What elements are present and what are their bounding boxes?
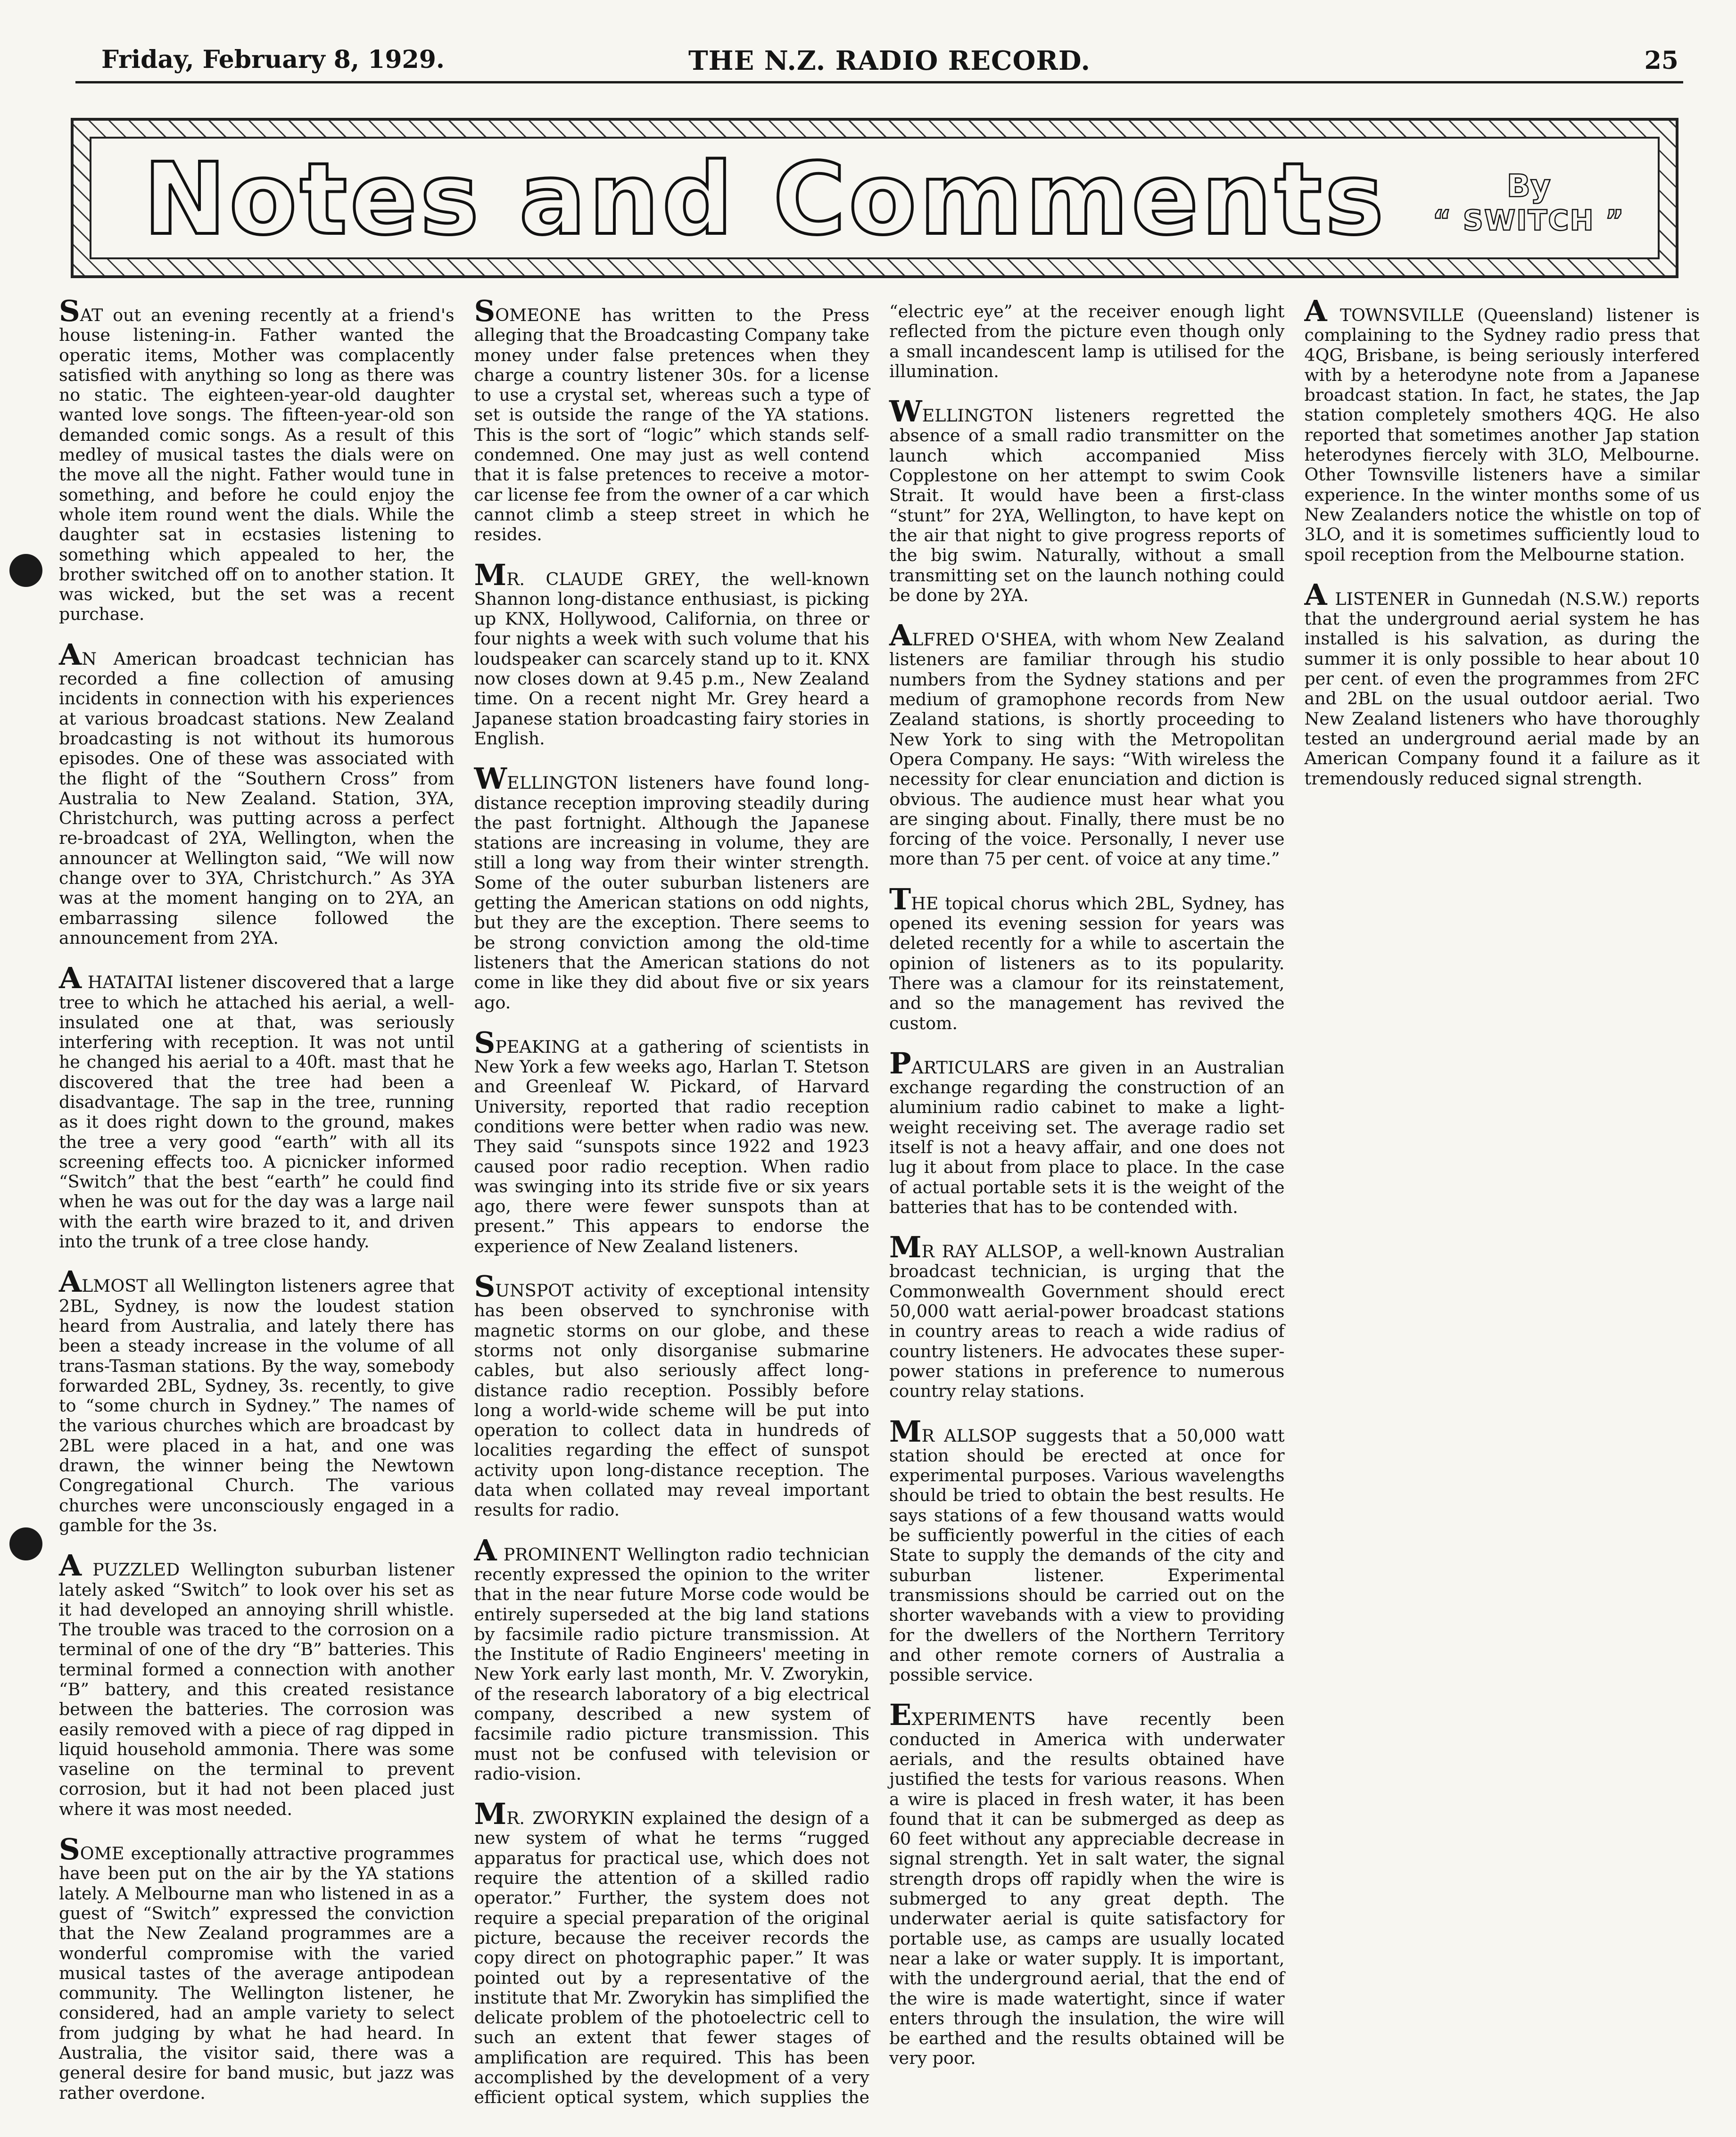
article-paragraph [889,882,1285,1033]
article-text: explained the design of a new system of what he terms “rugged apparatus for practical use, which does not require the attention of a skilled radio operator.” Further, the system does not require a special preparation of the original picture, because the receiver records the copy direct on photographic paper.” It was pointed out by a representative of the institute that Mr. Zworykin has simplified the delicate problem of the photoelectric cell to such an extent that fewer stages of amplification are required. This has been accomplished by the development of a very efficient optical system, which supplies the “electric eye” at the receiver enough light reflected from the picture even though only a small incandescent lamp is utilised for the illumination. [474,301,1285,2108]
article-paragraph [59,1264,455,1535]
publication-title: THE N.Z. RADIO RECORD. [688,45,1091,76]
article-paragraph [889,394,1285,605]
lead-in: LFRED O'SHEA [912,629,1052,650]
article-text: all Wellington listeners agree that 2BL, Sydney, is now the loudest station heard from Australia, and lately there has been a steady increase in the volume of all trans-Tasman stations. By the way, somebody forwarded 2BL, Sydney, 3s. recently, to give to “some church in Sydney.” The names of the various churches which are broadcast by 2BL were placed in a hat, and one was drawn, the winner being the Newtown Congregational Church. The various churches were unconsciously engaged in a gamble for the 3s. [59,1276,455,1535]
article-paragraph [1304,294,1700,565]
article-text: exceptionally attractive programmes have been put on the air by the YA stations lately. A Melbourne man who listened in as a guest of “Switch” expressed the conviction that the New Zealand programmes are a wonderful compromise with the varied musical tastes of the average antipodean community. The Wellington listener, he considered, had an ample variety to select from judging by what he had heard. In Australia, the visitor said, there was a general desire for band music, but jazz was rather overdone. [59,1843,455,2103]
drop-cap: P [889,1046,911,1081]
drop-cap: S [474,1025,496,1060]
lead-in: ARTICULARS [911,1057,1031,1078]
article-text: PROMINENT Wellington radio technician recently expressed the opinion to the writer that in the near future Morse code would be entirely superseded at the big land stations by facsimile radio picture transmission. At the Institute of Radio Engineers' meeting in New York early last month, Mr. V. Zworykin, of the research laboratory of a big electrical company, described a new system of facsimile radio picture transmission. This must not be confused with television or radio-vision. [474,1544,869,1784]
article-text: at a gathering of scientists in New York a few weeks ago, Harlan T. Stetson and Greenleaf W. Pickard, of Harvard University, reported that radio reception conditions were better when radio was new. They said “sunspots since 1922 and 1923 caused poor radio reception. When radio was swinging into its stride five or six years ago, there were fewer sunspots than at present.” This appears to endorse the experience of New Zealand listeners. [474,1036,869,1256]
article-paragraph [474,1533,870,1784]
article-paragraph [59,1548,455,1819]
article-text: HATAITAI listener discovered that a large tree to which he attached his aerial, a well-insulated one at that, was seriously interfering with reception. It was not until he changed his aerial to a 40ft. mast that he discovered that the tree had been a disadvantage. The sap in the tree, running as it does right down to the ground, makes the tree a very good “earth” with all its screening effects too. A picnicker informed “Switch” that the best “earth” he could find when he was out for the day was a large nail with the earth wire brazed to it, and driven into the trunk of a tree close handy. [59,972,455,1252]
lead-in: R RAY ALLSOP [921,1241,1058,1262]
article-paragraph [59,1832,455,2103]
drop-cap: S [474,1269,496,1304]
drop-cap: S [474,294,496,328]
article-text: listeners regretted the absence of a small radio transmitter on the launch which accompanied Miss Copplestone on her attempt to swim Cook Strait. It would have been a first-class “stunt” for 2YA, Wellington, to have kept on the air that night to give progress reports of the big swim. Naturally, without a small transmitting set on the launch nothing could be done by 2YA. [889,405,1285,605]
article-paragraph [889,1046,1285,1217]
article-text: have recently been conducted in America with underwater aerials, and the results obtained have justified the tests for various reasons. When a wire is placed in fresh water, it has been found that it can be submerged as deep as 60 feet without any appreciable decrease in signal strength. Yet in salt water, the signal strength drops off rapidly when the wire is submerged to any great depth. The underwater aerial is quite satisfactory for portable use, as camps are usually located near a lake or water supply. It is important, with the underground aerial, that the end of the wire is made watertight, since if water enters through the insulation, the wire will be earthed and the results obtained will be very poor. [889,1709,1285,2069]
article-text: PUZZLED Wellington suburban listener lately asked “Switch” to look over his set as it had developed an annoying shrill whistle. The trouble was traced to the corrosion on a terminal of one of the dry “B” batteries. This terminal formed a connection with another “B” battery, and this created resistance between the batteries. The corrosion was easily removed with a piece of rag dipped in liquid household ammonia. There was some vaseline on the terminal to prevent corrosion, but it had not been placed just where it was most needed. [59,1559,455,1819]
article-paragraph [59,637,455,948]
byline-by: By [1506,168,1551,204]
drop-cap: A [59,1548,82,1583]
lead-in: R ALLSOP [921,1425,1017,1446]
article-paragraph [474,1025,870,1256]
article-text: TOWNSVILLE (Queensland) listener is complaining to the Sydney radio press that 4QG, Brisbane, is being seriously interfered with by a heterodyne note from a Japanese broadcast station. In fact, he states, the Jap station completely smothers 4QG. He also reported that sometimes another Jap station heterodynes fiercely with 3LO, Melbourne. Other Townsville listeners have a similar experience. In the winter months some of us New Zealanders notice the whistle on top of 3LO, and it is sometimes sufficiently loud to spoil reception from the Melbourne station. [1304,305,1700,565]
drop-cap: M [474,1797,507,1832]
drop-cap: M [889,1230,922,1265]
lead-in: LMOST [82,1276,148,1296]
issue-date: Friday, February 8, 1929. [101,45,445,74]
lead-in: OMEONE [495,305,581,325]
lead-in: N [82,648,97,669]
drop-cap: A [59,637,82,672]
lead-in: UNSPOT [495,1280,574,1301]
article-text: suggests that a 50,000 watt station should be erected at once for experimental purposes. Various wavelengths should be tried to obtain the best results. He says stations of a few thousand watts would be sufficiently powerful in the cities of each State to supply the demands of the city and suburban listener. Experimental transmissions should be carried out on the shorter wavebands with a view to providing for the dwellers of the Northern Territory and other remote corners of Australia a possible service. [889,1425,1285,1685]
lead-in: ELLINGTON [507,773,619,793]
lead-in: AT [80,305,103,325]
drop-cap: A [1304,294,1327,328]
banner-panel [90,137,1660,259]
article-text: activity of exceptional intensity has been observed to synchronise with magnetic storms on our globe, and these storms not only disorganise submarine cables, but also seriously affect long-distance radio reception. Possibly before long a world-wide scheme will be put into operation to collect data in hundreds of localities regarding the effect of sunspot activity upon long-distance reception. The data when collated may reveal important results for radio. [474,1280,869,1520]
masthead [75,43,1683,83]
drop-cap: E [889,1698,912,1733]
drop-cap: S [59,294,80,328]
article-text: are given in an Australian exchange regarding the construction of an aluminium radio cabinet to make a light-weight receiving set. The average radio set itself is not a heavy affair, and one does not lug it about from place to place. In the case of actual portable sets it is the weight of the batteries that has to be contended with. [889,1057,1285,1217]
article-text: , with whom New Zealand listeners are familiar through his studio numbers from the Sydney stations and per medium of gramophone records from New Zealand stations, is shortly proceeding to New York to sing with the Metropolitan Opera Company. He says: “With wireless the necessity for clear enunciation and diction is obvious. The audience must hear what you are singing about. Finally, there must be no forcing of the voice. Personally, I never use more than 75 per cent. of voice at any time.” [889,629,1285,869]
drop-cap: A [1304,577,1327,612]
byline [1432,168,1625,237]
section-title: Notes and Comments [143,141,1387,257]
drop-cap: W [889,394,922,429]
drop-cap: A [59,1264,82,1299]
lead-in: XPERIMENTS [911,1709,1036,1730]
section-banner [71,118,1678,278]
article-text: LISTENER in Gunnedah (N.S.W.) reports that the underground aerial system he has installed is his salvation, as during the summer it is only possible to hear about 10 per cent. of even the programmes from 2FC and 2BL on the usual outdoor aerial. Two New Zealand listeners who have thoroughly tested an underground aerial made by an American Company found it a failure as it tremendously reduced signal strength. [1304,588,1700,789]
lead-in: R. ZWORYKIN [506,1808,635,1829]
byline-author: “ SWITCH ” [1432,204,1625,237]
article-paragraph [889,618,1285,869]
article-text: , a well-known Australian broadcast technician, is urging that the Commonwealth Government should erect 50,000 watt aerial-power broadcast stations in country areas to reach a wide radius of country listeners. He advocates these super-power stations in preference to numerous country relay stations. [889,1241,1285,1402]
article-paragraph [59,294,455,625]
drop-cap: M [474,557,507,592]
drop-cap: W [474,761,507,796]
article-columns [59,294,1700,2121]
binder-hole [9,554,42,587]
lead-in: PEAKING [495,1036,580,1057]
lead-in: HE [911,893,939,914]
article-paragraph [889,1414,1285,1685]
article-paragraph [474,761,870,1013]
article-text: topical chorus which 2BL, Sydney, has opened its evening session for years was deleted recently for a while to ascertain the opinion of listeners as to its popularity. There was a clamour for its reinstatement, and so the management has revived the custom. [889,893,1285,1033]
article-paragraph [59,961,455,1252]
article-text: has written to the Press alleging that the Broadcasting Company take money under false pretences when they charge a country listener 30s. for a license to use a crystal set, whereas such a type of set is outside the range of the YA stations. This is the sort of “logic” which stands self-condemned. One may just as well contend that it is false pretences to receive a motor-car license fee from the owner of a car which cannot climb a steep street in which he resides. [474,305,869,545]
article-text: American broadcast technician has recorded a fine collection of amusing incidents in connection with his experiences at various broadcast stations. New Zealand broadcasting is not without its humorous episodes. One of these was associated with the flight of the “Southern Cross” from Australia to New Zealand. Station, 3YA, Christchurch, was putting across a perfect re-broadcast of 2YA, Wellington, when the announcer at Wellington said, “We will now change over to 3YA, Christchurch.” As 3YA was at the moment hanging on to 2YA, an embarrassing silence followed the announcement from 2YA. [59,648,455,948]
article-paragraph [474,1269,870,1520]
lead-in: OME [80,1843,124,1864]
drop-cap: A [474,1533,497,1568]
drop-cap: A [59,961,82,996]
drop-cap: A [889,618,912,653]
article-text: out an evening recently at a friend's house listening-in. Father wanted the operatic items, Mother was complacently satisfied with anything so long as there was no static. The eighteen-year-old daughter wanted love songs. The fifteen-year-old son demanded comic songs. As a result of this medley of musical tastes the dials were on the move all the night. Father would tune in something, and before he could enjoy the whole item round went the dials. While the daughter sat in ecstasies listening to something which appealed to her, the brother switched off on to another station. It was wicked, but the set was a recent purchase. [59,305,455,625]
page-number: 25 [1644,46,1678,75]
article-paragraph [474,557,870,749]
article-paragraph [889,1230,1285,1402]
drop-cap: M [889,1414,922,1449]
binder-hole [9,1527,42,1560]
drop-cap: S [59,1832,80,1867]
article-text: listeners have found long-distance reception improving steadily during the past fortnight. Although the Japanese stations are increasing in volume, they are still a long way from their winter strength. Some of the outer suburban listeners are getting the American stations on odd nights, but they are the exception. There seems to be strong conviction among the old-time listeners that the American stations do not come in like they did about five or six years ago. [474,773,869,1013]
drop-cap: T [889,882,911,916]
article-paragraph [474,294,870,545]
lead-in: ELLINGTON [922,405,1033,426]
article-text: , the well-known Shannon long-distance enthusiast, is picking up KNX, Hollywood, California, on three or four nights a week with such volume that his loudspeaker can scarcely stand up to it. KNX now closes down at 9.45 p.m., New Zealand time. On a recent night Mr. Grey heard a Japanese station broadcasting fairy stories in English. [474,569,870,749]
article-paragraph [889,1698,1285,2069]
lead-in: R. CLAUDE GREY [506,569,695,589]
article-paragraph [1304,577,1700,789]
